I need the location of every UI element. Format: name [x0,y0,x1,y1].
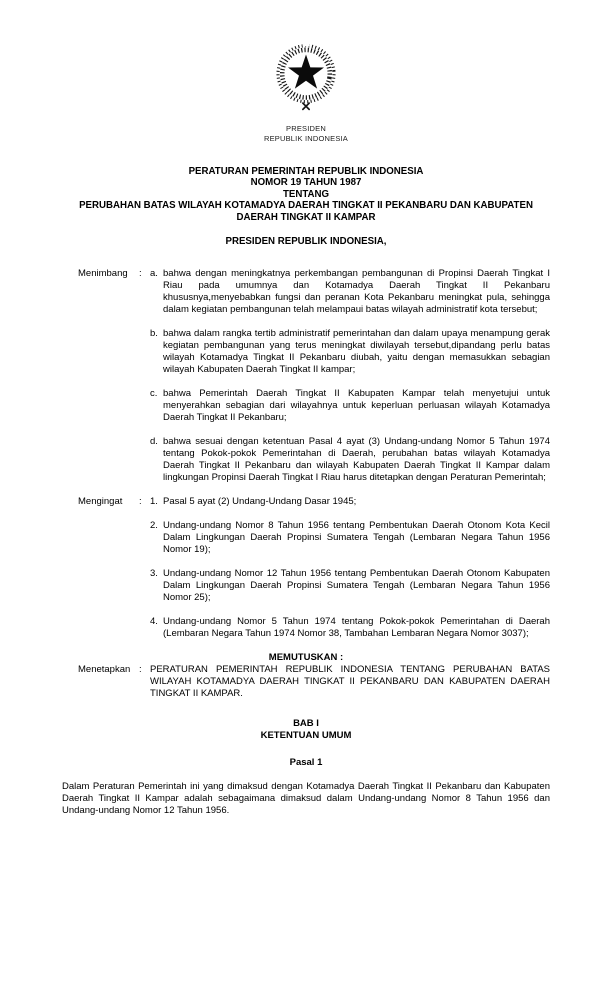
pasal-1-body: Dalam Peraturan Pemerintah ini yang dimaksud dengan Kotamadya Daerah Tingkat II Pekanbaru dan Kabupaten Daerah Tingkat II Kampar adalah sebagaimana dimaksud dalam Undang-undang Nomor 8 Tahun 1956 dan Undang-undang Nomor 12 Tahun 1956. [62,781,550,817]
issuer-line: PRESIDEN REPUBLIK INDONESIA, [225,236,387,248]
item-text: bahwa dengan meningkatnya perkembangan pembangunan di Propinsi Daerah Tingkat I Riau pada umumnya dan Kotamadya Daerah Tingkat II Pekanbaru khususnya,menyebabkan fungsi dan peranan Kota Pekanbaru meningkat pula, sehingga dalam kegiatan pembangunan telah melampaui batas wilayah administratif kota tersebut; [163,268,550,316]
seal-caption-presiden: PRESIDEN [286,124,326,133]
mengingat-section [62,496,550,640]
menimbang-item-a [150,268,550,316]
item-text: bahwa sesuai dengan ketentuan Pasal 4 ayat (3) Undang-undang Nomor 5 Tahun 1974 tentang Pokok-pokok Pemerintahan di Daerah, perubahan batas wilayah Kotamadya Daerah Tingkat II Pekanbaru dan wilayah Kabupaten Daerah Tingkat II Kampar dalam lingkungan Propinsi Daerah Tingkat I Riau harus ditetapkan dengan Peraturan Pemerintah; [163,436,550,484]
item-marker: 3. [150,568,158,580]
item-marker: d. [150,436,158,448]
item-text: Undang-undang Nomor 12 Tahun 1956 tentang Pembentukan Daerah Otonom Kabupaten Dalam Lingkungan Daerah Propinsi Sumatera Tengah (Lembaran Negara Tahun 1956 Nomor 25); [163,568,550,604]
item-text: Undang-undang Nomor 5 Tahun 1974 tentang Pokok-pokok Pemerintahan di Daerah (Lembaran Negara Tahun 1974 Nomor 38, Tambahan Lembaran Negara Nomor 3037); [163,616,550,640]
menetapkan-colon: : [139,664,142,676]
menetapkan-label: Menetapkan [78,664,131,676]
memutuskan-heading: MEMUTUSKAN : [268,652,344,664]
mengingat-item-4 [150,616,550,640]
title-line-peraturan: PERATURAN PEMERINTAH REPUBLIK INDONESIA [188,166,424,177]
item-marker: b. [150,328,158,340]
mengingat-label: Mengingat [78,496,123,508]
mengingat-colon: : [139,496,142,508]
menimbang-section [62,268,550,484]
seal-caption [62,124,550,144]
mengingat-item-3 [150,568,550,604]
item-marker: 1. [150,496,158,508]
title-line-tentang: TENTANG [282,188,330,200]
menetapkan-text: PERATURAN PEMERINTAH REPUBLIK INDONESIA TENTANG PERUBAHAN BATAS WILAYAH KOTAMADYA DAERAH TINGKAT II PEKANBARU DAN KABUPATEN DAERAH TINGKAT II KAMPAR. [150,664,550,700]
item-text: bahwa dalam rangka tertib administratif pemerintahan dan dalam upaya menampung gerak kegiatan pembangunan yang terus meningkat diwilayah tersebut,dipandang perlu batas wilayah Kotamadya Tingkat II Pekanbaru diubah, yaitu dengan memasukkan sebagian wilayah Kabupaten Daerah Tingkat II kampar; [163,328,550,376]
item-marker: 2. [150,520,158,532]
mengingat-item-1 [150,496,550,508]
item-marker: c. [150,388,158,400]
presidential-star-wreath-icon [271,40,341,113]
menimbang-label: Menimbang [78,268,128,280]
title-line-nomor: NOMOR 19 TAHUN 1987 [250,177,362,189]
seal-header [62,0,550,144]
menimbang-item-c [150,388,550,424]
pasal-1-heading: Pasal 1 [289,757,323,769]
seal-caption-republik-indonesia: REPUBLIK INDONESIA [263,134,349,143]
menimbang-item-b [150,328,550,376]
bab-title: KETENTUAN UMUM [260,730,352,742]
item-text: Undang-undang Nomor 8 Tahun 1956 tentang Pembentukan Daerah Otonom Kota Kecil Dalam Lingkungan Daerah Propinsi Sumatera Tengah (Lembaran Negara Tahun 1956 Nomor 19); [163,520,550,556]
bab-1-heading [62,718,550,742]
bab-number: BAB I [293,718,319,730]
item-text: Pasal 5 ayat (2) Undang-Undang Dasar 1945; [163,496,357,508]
preamble-clauses [62,268,550,700]
menimbang-colon: : [139,268,142,280]
item-marker: a. [150,268,158,280]
regulation-title [62,166,550,223]
item-text: bahwa Pemerintah Daerah Tingkat II Kabupaten Kampar telah menyetujui untuk menyerahkan sebagian dari wilayahnya untuk keperluan perluasan wilayah Kotamadya Daerah Tingkat II Pekanbaru; [163,388,550,424]
menimbang-item-d [150,436,550,484]
mengingat-item-2 [150,520,550,556]
menetapkan-section [62,664,550,700]
item-marker: 4. [150,616,158,628]
title-line-subject: PERUBAHAN BATAS WILAYAH KOTAMADYA DAERAH TINGKAT II PEKANBARU DAN KABUPATEN DAERAH TINGKAT II KAMPAR [79,200,533,223]
